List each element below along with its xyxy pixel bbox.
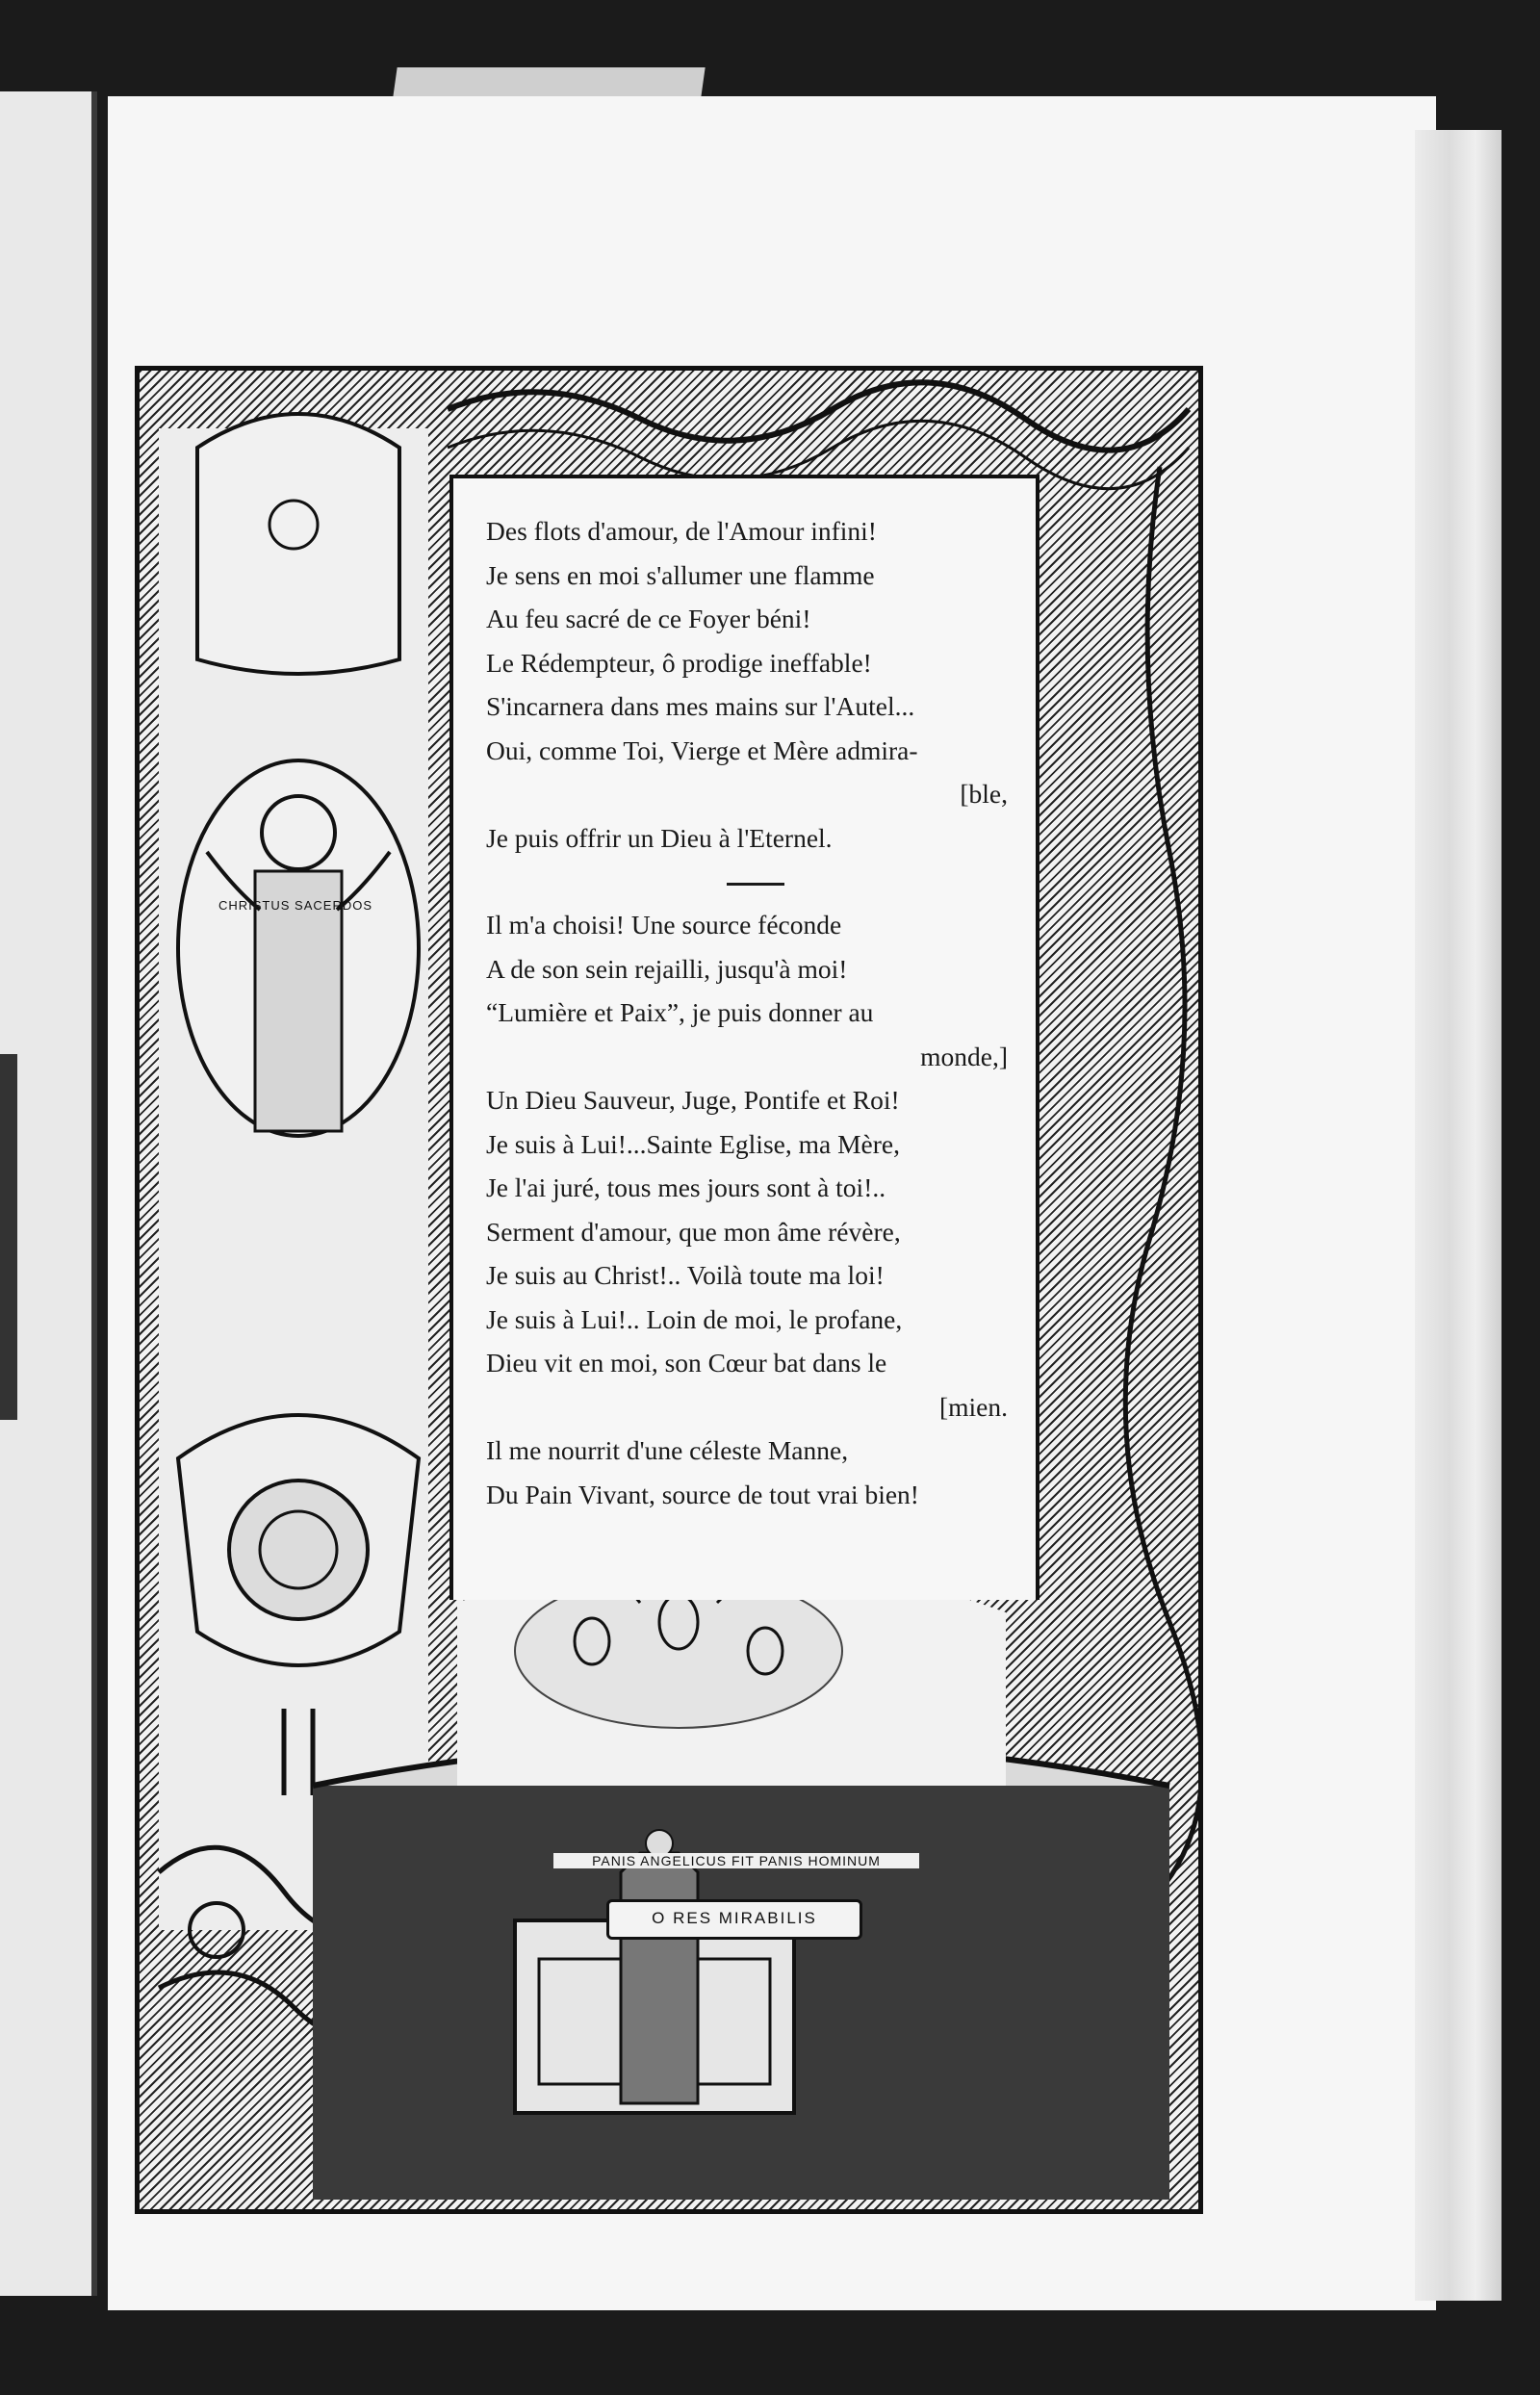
poem-line: Au feu sacré de ce Foyer béni!	[486, 604, 811, 633]
poem-line: Je puis offrir un Dieu à l'Eternel.	[486, 822, 833, 853]
left-page-mark	[0, 1054, 17, 1420]
poem-line-continuation: [ble,	[960, 779, 1008, 809]
stanza-separator	[486, 860, 1025, 903]
poem-line: A de son sein rejailli, jusqu'à moi!	[486, 953, 848, 984]
scroll-banner: O RES MIRABILIS	[606, 1899, 862, 1940]
ornamental-frame	[135, 366, 1203, 2214]
poem-line: Je suis à Lui!.. Loin de moi, le profane,	[486, 1303, 903, 1334]
left-page-edge	[0, 91, 97, 2296]
poem-line-continuation: [mien.	[938, 1391, 1008, 1422]
poem-line: Il m'a choisi! Une source féconde	[486, 910, 842, 940]
arch-inscription: PANIS ANGELICUS FIT PANIS HOMINUM	[553, 1853, 919, 1868]
poem-line: Je suis au Christ!.. Voilà toute ma loi!	[486, 1260, 885, 1290]
poem-line: Des flots d'amour, de l'Amour infini!	[486, 516, 877, 546]
poem-line: “Lumière et Paix”, je puis donner au	[486, 997, 874, 1027]
poem-line: Je suis à Lui!...Sainte Eglise, ma Mère,	[486, 1128, 900, 1159]
poem-line: Dieu vit en moi, son Cœur bat dans le	[486, 1348, 887, 1378]
poem-panel	[449, 475, 1040, 1600]
poem	[486, 509, 1025, 1516]
poem-line: Serment d'amour, que mon âme révère,	[486, 1216, 901, 1247]
poem-line: Le Rédempteur, ô prodige ineffable!	[486, 647, 872, 678]
page-stack-edge	[1415, 130, 1502, 2301]
poem-line-continuation: monde,]	[920, 1041, 1008, 1071]
poem-line: Je l'ai juré, tous mes jours sont à toi!..	[486, 1172, 886, 1202]
poem-line: Un Dieu Sauveur, Juge, Pontife et Roi!	[486, 1085, 900, 1115]
poem-line: Du Pain Vivant, source de tout vrai bien!	[486, 1479, 919, 1509]
poem-line: Oui, comme Toi, Vierge et Mère admira-	[486, 734, 918, 765]
medallion-inscription: CHRISTUS SACERDOS	[218, 898, 373, 913]
poem-line: S'incarnera dans mes mains sur l'Autel...	[486, 691, 915, 721]
poem-line: Il me nourrit d'une céleste Manne,	[486, 1435, 849, 1465]
poem-line: Je sens en moi s'allumer une flamme	[486, 559, 875, 590]
